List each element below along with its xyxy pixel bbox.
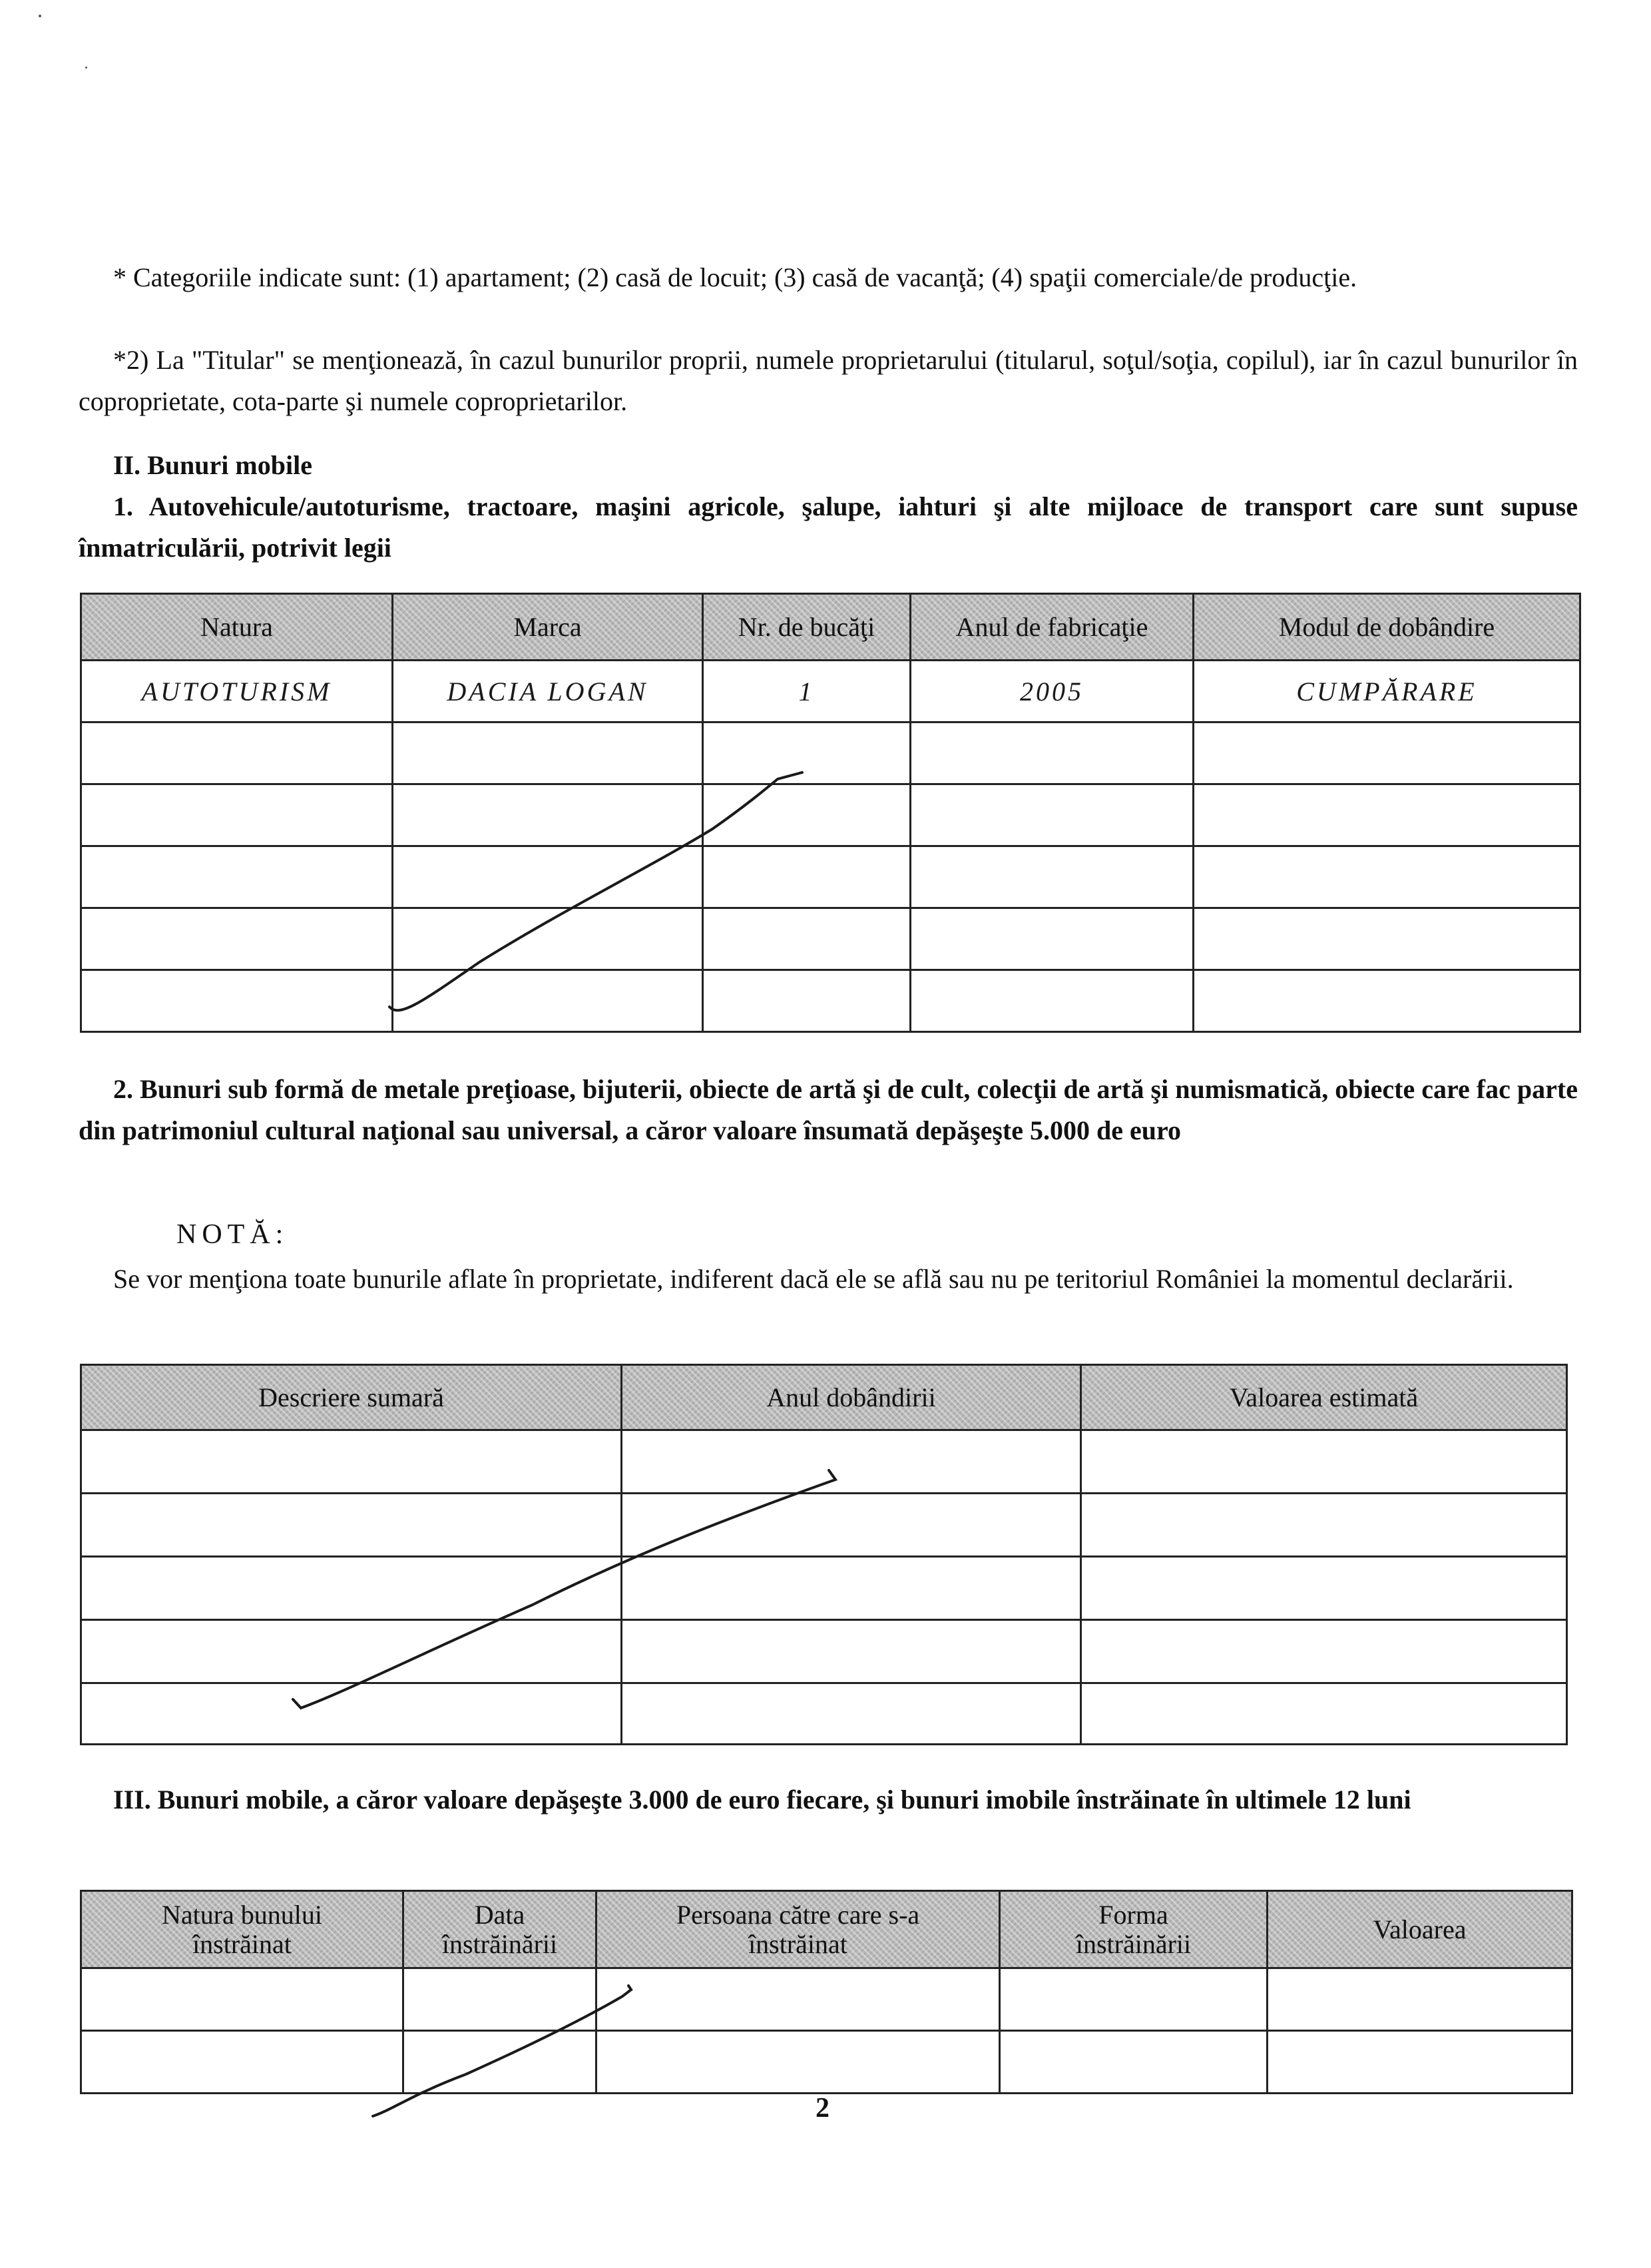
header-natura: Natura [81,594,393,661]
section-iii-title: III. Bunuri mobile, a căror valoare depăşeşte 3.000 de euro fiecare, şi bunuri imobile înstrăinate în ultimele 12 luni [113,1785,1411,1815]
table-row [81,1968,1572,2031]
table-row [81,1557,1567,1620]
page-number: 2 [816,2093,829,2124]
footnote-categories: * Categoriile indicate sunt: (1) apartament; (2) casă de locuit; (3) casă de vacanţă; (4) spaţii comerciale/de producţie. [113,262,1357,292]
header-data-instrainarii: Data înstrăinării [403,1891,596,1968]
table-row [81,661,1580,722]
table-row [81,1620,1567,1683]
vehicles-table [80,593,1581,1033]
header-forma-instrainarii: Forma înstrăinării [1000,1891,1268,1968]
section-ii-2-title: 2. Bunuri sub formă de metale preţioase, bijuterii, obiecte de artă şi de cult, colecţii de artă şi numismatică, obiecte care fac parte din patrimoniul cultural naţional sau universal, a căror valoare însumată depăşeşte 5.000 de euro [79,1074,1578,1145]
section-ii-title: II. Bunuri mobile [113,450,312,480]
valuables-table [80,1364,1568,1745]
table-header-row [81,1365,1567,1430]
scan-speck [39,15,41,17]
header-natura-bunului: Natura bunului înstrăinat [81,1891,403,1968]
header-valoarea-estimata: Valoarea estimată [1081,1365,1567,1430]
table-row [81,1494,1567,1557]
cell-modul: CUMPĂRARE [1194,661,1580,722]
table-row [81,970,1580,1032]
header-valoarea: Valoarea [1268,1891,1572,1968]
footnote-titular: *2) La "Titular" se menţionează, în cazul bunurilor proprii, numele proprietarului (titularul, soţul/soţia, copilul), iar în cazul bunurilor în coproprietate, cota-parte şi numele coproprietarilor. [79,345,1578,416]
table-row [81,1683,1567,1745]
cell-natura: AUTOTURISM [81,661,393,722]
table-row [81,908,1580,970]
cell-anul: 2005 [911,661,1194,722]
header-persoana: Persoana către care s-a înstrăinat [596,1891,1000,1968]
table-row [81,722,1580,784]
table-row [81,846,1580,908]
nota-text: Se vor menţiona toate bunurile aflate în proprietate, indiferent dacă ele se află sau nu pe teritoriul României la momentul declarării. [113,1264,1514,1294]
table-header-row [81,594,1580,661]
section-ii-1-title: 1. Autovehicule/autoturisme, tractoare, maşini agricole, şalupe, iahturi şi alte mijloace de transport care sunt supuse înmatriculării, potrivit legii [79,491,1578,563]
header-nr-bucati: Nr. de bucăţi [703,594,911,661]
header-anul-fabricatie: Anul de fabricaţie [911,594,1194,661]
header-descriere: Descriere sumară [81,1365,622,1430]
header-anul-dobandirii: Anul dobândirii [622,1365,1081,1430]
header-modul-dobandire: Modul de dobândire [1194,594,1580,661]
table-row [81,784,1580,846]
table-header-row [81,1891,1572,1968]
table-row [81,2031,1572,2094]
cell-nr-bucati: 1 [703,661,911,722]
nota-label: NOTĂ: [176,1219,289,1250]
header-marca: Marca [393,594,703,661]
scan-speck [85,67,87,69]
cell-marca: DACIA LOGAN [393,661,703,722]
alienated-assets-table [80,1890,1573,2094]
table-row [81,1430,1567,1494]
